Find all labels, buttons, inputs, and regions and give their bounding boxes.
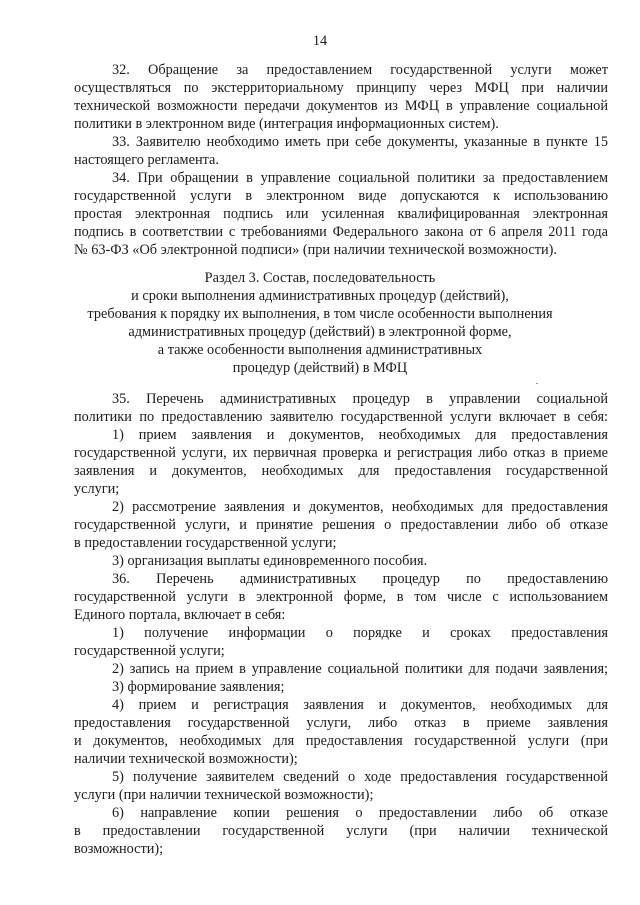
text-line: услуги; <box>74 481 120 497</box>
text-line: Единого портала, включает в себя: <box>74 607 286 623</box>
text-line: и документов, необходимых для предоставления государственной услуги (при <box>74 733 608 749</box>
section-heading-line: и сроки выполнения административных процедур (действий), <box>131 288 509 304</box>
text-line: государственной услуги, их первичная проверка и регистрация либо отказ в приеме <box>74 445 608 461</box>
text-line: наличии технической возможности); <box>74 751 298 767</box>
text-line: 36. Перечень административных процедур по предоставлению <box>112 571 608 587</box>
text-line: 34. При обращении в управление социальной политики за предоставлением <box>112 170 608 186</box>
text-line: 32. Обращение за предоставлением государственной услуги может <box>112 62 608 78</box>
list-item-line: 5) получение заявителем сведений о ходе предоставления государственной <box>112 769 608 785</box>
text-line: государственной услуги; <box>74 643 225 659</box>
section-heading-line: Раздел 3. Состав, последовательность <box>204 270 436 286</box>
list-item-line: 4) прием и регистрация заявления и документов, необходимых для <box>112 697 608 713</box>
text-line: в предоставлении государственной услуги; <box>74 535 337 551</box>
text-line: № 63-ФЗ «Об электронной подписи» (при наличии технической возможности). <box>74 242 557 258</box>
text-line: политики в электронном виде (интеграция информационных систем). <box>74 116 499 132</box>
text-line: политики по предоставлению заявителю государственной услуги включает в себя: <box>74 409 608 425</box>
section-heading-line: требования к порядку их выполнения, в том числе особенности выполнения <box>87 306 553 322</box>
text-line: настоящего регламента. <box>74 152 219 168</box>
text-line: услуги (при наличии технической возможности); <box>74 787 374 803</box>
text-line: осуществляться по экстерриториальному принципу через МФЦ при наличии <box>74 80 608 96</box>
list-item-line: 6) направление копии решения о предоставлении либо об отказе <box>112 805 608 821</box>
list-item-line: 3) формирование заявления; <box>112 679 285 695</box>
text-line: подпись в соответствии с требованиями Федерального закона от 6 апреля 2011 года <box>74 224 608 240</box>
text-line: государственной услуги в электронной форме, в том числе с использованием <box>74 589 608 605</box>
section-heading-line: административных процедур (действий) в электронной форме, <box>128 324 512 340</box>
text-line: предоставления государственной услуги, либо отказ в приеме заявления <box>74 715 608 731</box>
section-heading-line: а также особенности выполнения административных <box>157 342 483 358</box>
text-line: заявления и документов, необходимых для предоставления государственной <box>74 463 608 479</box>
text-line: 35. Перечень административных процедур в управлении социальной <box>112 391 608 407</box>
text-line: 33. Заявителю необходимо иметь при себе документы, указанные в пункте 15 <box>112 134 608 150</box>
text-line: в предоставлении государственной услуги (при наличии технической <box>74 823 608 839</box>
list-item-line: 3) организация выплаты единовременного пособия. <box>112 553 428 569</box>
text-line: простая электронная подпись или усиленная квалифицированная электронная <box>74 206 608 222</box>
list-item-line: 2) запись на прием в управление социальной политики для подачи заявления; <box>112 661 608 677</box>
text-line: возможности); <box>74 841 164 857</box>
text-line: государственной услуги в электронном виде допускаются к использованию <box>74 188 608 204</box>
list-item-line: 1) получение информации о порядке и сроках предоставления <box>112 625 608 641</box>
list-item-line: 1) прием заявления и документов, необходимых для предоставления <box>112 427 608 443</box>
page-number: 14 <box>312 33 328 49</box>
scan-artifact <box>536 383 538 384</box>
list-item-line: 2) рассмотрение заявления и документов, необходимых для предоставления <box>112 499 608 515</box>
section-heading-line: процедур (действий) в МФЦ <box>232 360 408 376</box>
text-line: государственной услуги, и принятие решения о предоставлении либо об отказе <box>74 517 608 533</box>
text-line: технической возможности передачи документов из МФЦ в управление социальной <box>74 98 608 114</box>
